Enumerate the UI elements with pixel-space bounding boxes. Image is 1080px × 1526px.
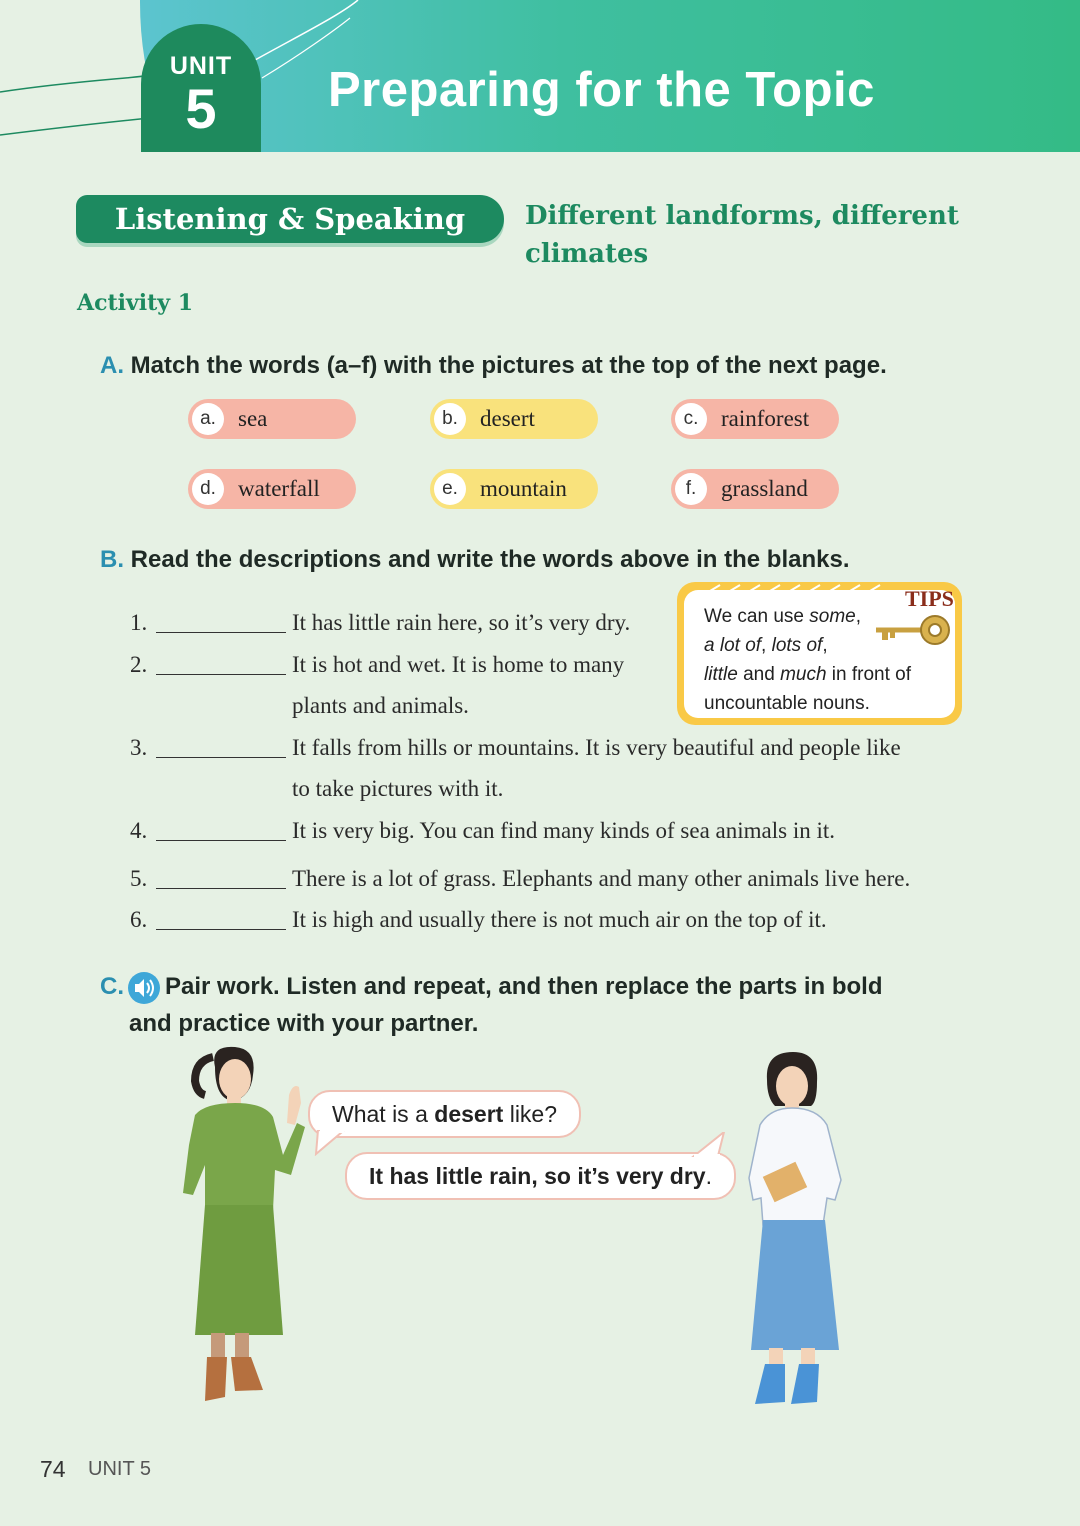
chip-word: mountain	[480, 476, 567, 501]
tips-text-part: We can use	[704, 606, 810, 627]
section-heading: Listening & Speaking	[76, 195, 504, 243]
tips-word: a lot of	[704, 635, 762, 656]
tips-text-part: uncountable nouns.	[704, 693, 870, 714]
tips-word: much	[780, 664, 827, 685]
word-chip-grassland	[671, 469, 839, 509]
audio-speaker-icon[interactable]	[127, 971, 161, 1005]
part-c-letter: C.	[100, 973, 124, 1000]
chip-word: rainforest	[721, 406, 810, 431]
part-a-text: Match the words (a–f) with the pictures at the top of the next page.	[130, 352, 887, 379]
question-number: 3.	[130, 735, 148, 760]
bubble-text: .	[705, 1163, 712, 1189]
bubble-tail-right	[690, 1132, 730, 1158]
answer-blank[interactable]	[156, 632, 286, 633]
chip-word: grassland	[721, 476, 808, 501]
part-a-instruction	[100, 352, 887, 380]
tips-text-part: and	[737, 664, 781, 685]
word-chip-mountain	[430, 469, 598, 509]
question-number: 6.	[130, 907, 148, 932]
part-c-instruction	[100, 973, 124, 1001]
section-subtitle: Different landforms, different climates	[525, 201, 959, 269]
part-b-letter: B.	[100, 546, 124, 573]
bubble-text: What is a	[332, 1101, 435, 1127]
chip-letter: a.	[192, 403, 224, 435]
chip-word: desert	[480, 406, 535, 431]
chip-word: waterfall	[238, 476, 320, 501]
question-text-continued: to take pictures with it.	[292, 776, 504, 801]
answer-blank[interactable]	[156, 888, 286, 889]
tips-text-part: ,	[822, 635, 828, 656]
page-title: Preparing for the Topic	[328, 63, 875, 117]
answer-blank[interactable]	[156, 840, 286, 841]
tips-label: TIPS	[905, 586, 954, 611]
chip-letter: d.	[192, 473, 224, 505]
part-b-instruction	[100, 546, 850, 574]
question-text: It falls from hills or mountains. It is very beautiful and people like	[292, 735, 901, 760]
part-a-letter: A.	[100, 352, 124, 379]
chip-letter: e.	[434, 473, 466, 505]
question-text: It is hot and wet. It is home to many	[292, 652, 625, 677]
chip-letter: f.	[675, 473, 707, 505]
word-chip-rainforest	[671, 399, 839, 439]
question-text-continued: plants and animals.	[292, 693, 469, 718]
unit-number: 5	[185, 77, 217, 140]
girl-blue-skirt-illustration	[745, 1050, 850, 1412]
page-number: 74	[40, 1456, 66, 1482]
chip-letter: c.	[675, 403, 707, 435]
tips-word: lots of	[771, 635, 823, 656]
unit-word: UNIT	[169, 52, 233, 80]
bubble-text: like?	[503, 1101, 558, 1127]
bubble-bold-text: It has little rain, so it’s very dry	[369, 1163, 706, 1189]
question-number: 1.	[130, 610, 148, 635]
unit-badge	[141, 24, 261, 152]
word-chip-desert	[430, 399, 598, 439]
answer-blank[interactable]	[156, 674, 286, 675]
part-b-text: Read the descriptions and write the words above in the blanks.	[130, 546, 850, 573]
part-c-line1: Pair work. Listen and repeat, and then replace the parts in bold	[165, 973, 883, 1000]
question-text: It has little rain here, so it’s very dry.	[292, 610, 631, 635]
activity-label: Activity 1	[77, 290, 194, 316]
tips-text-part: in front of	[826, 664, 912, 685]
footer-unit: UNIT 5	[88, 1458, 151, 1480]
word-chip-sea	[188, 399, 356, 439]
speech-bubble-answer	[345, 1152, 736, 1200]
question-text: There is a lot of grass. Elephants and many other animals live here.	[292, 866, 911, 891]
chip-letter: b.	[434, 403, 466, 435]
girl-green-dress-illustration	[165, 1045, 310, 1410]
bubble-bold-text: desert	[434, 1101, 504, 1127]
question-number: 5.	[130, 866, 148, 891]
part-c-line2: and practice with your partner.	[129, 1010, 479, 1037]
question-text: It is very big. You can find many kinds of sea animals in it.	[292, 818, 835, 843]
tips-text-part: ,	[761, 635, 772, 656]
bubble-tail-left	[312, 1130, 352, 1156]
question-number: 4.	[130, 818, 148, 843]
question-text: It is high and usually there is not much air on the top of it.	[292, 907, 827, 932]
tips-text	[704, 602, 954, 718]
answer-blank[interactable]	[156, 929, 286, 930]
chip-word: sea	[238, 406, 268, 431]
word-chip-waterfall	[188, 469, 356, 509]
answer-blank[interactable]	[156, 757, 286, 758]
tips-word: little	[704, 664, 738, 685]
tips-text-part: ,	[855, 606, 862, 627]
question-number: 2.	[130, 652, 148, 677]
tips-word: some	[809, 606, 856, 627]
